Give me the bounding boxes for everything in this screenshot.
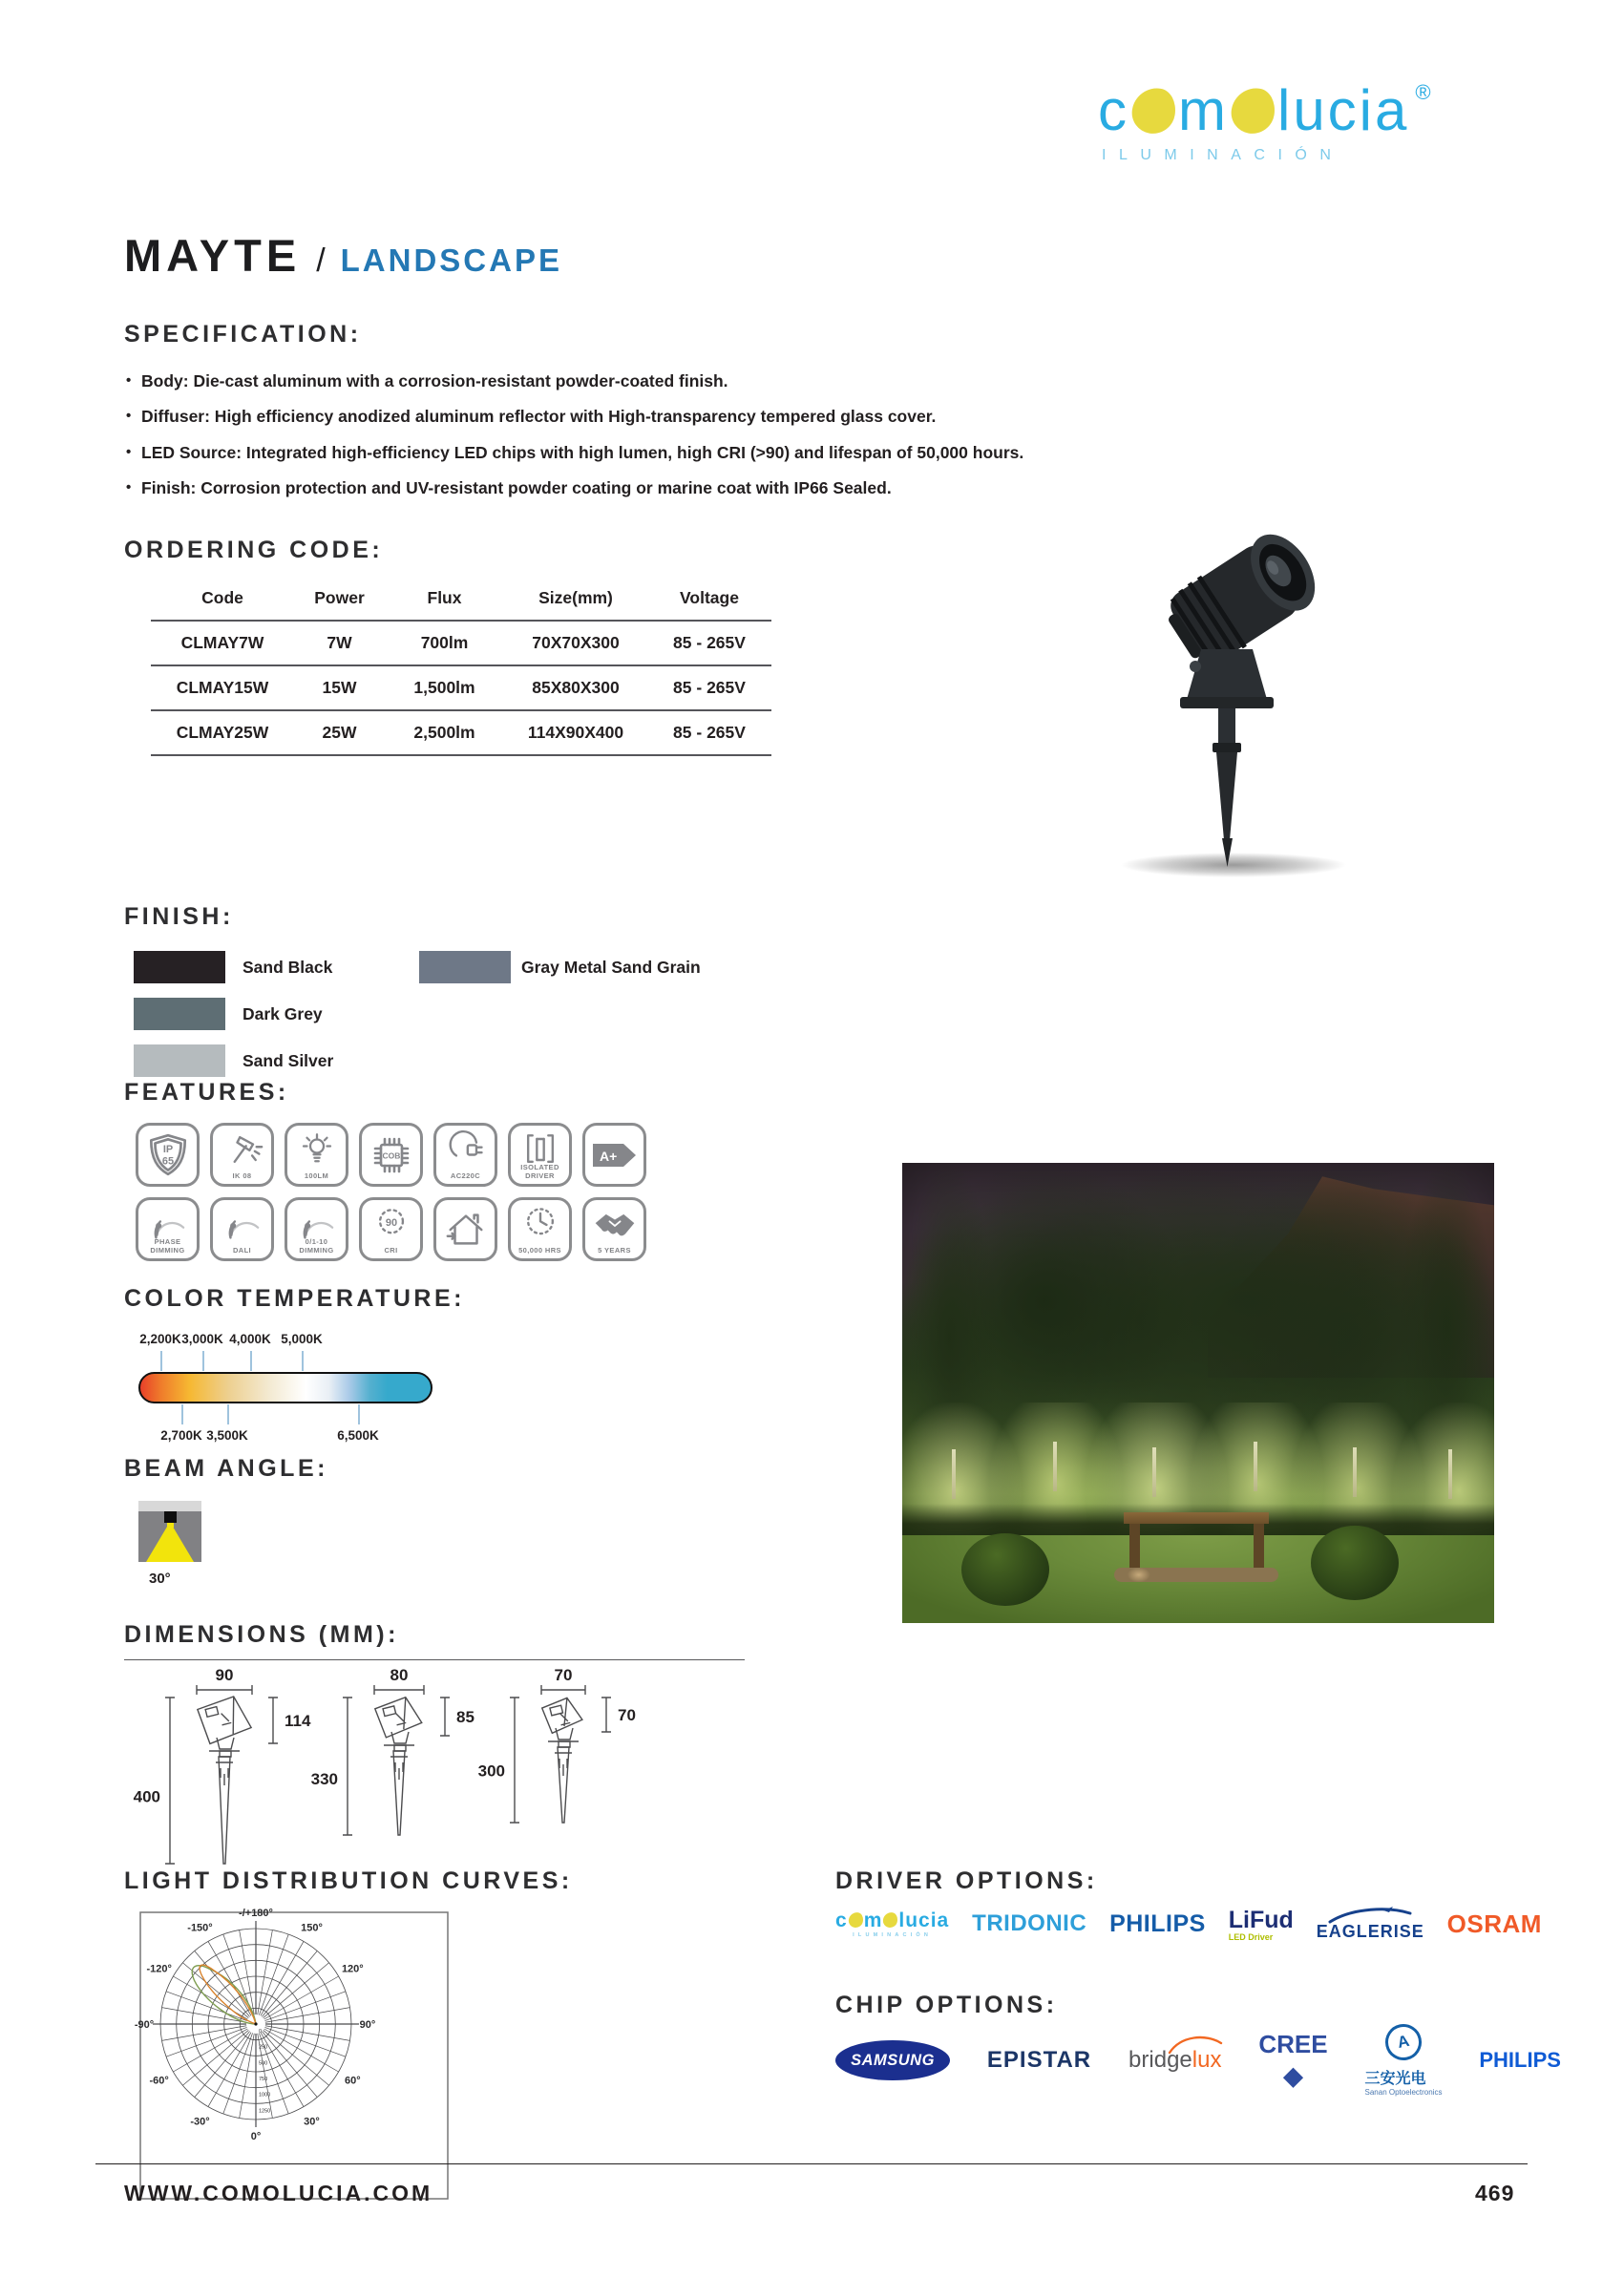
product-title — [124, 229, 562, 282]
ct-tick — [250, 1351, 252, 1371]
svg-text:-/+180°: -/+180° — [239, 1908, 273, 1919]
svg-text:COB: COB — [382, 1150, 400, 1160]
bench — [1124, 1512, 1269, 1524]
svg-text:70: 70 — [554, 1666, 573, 1684]
driver-logo-osram: OSRAM — [1446, 1909, 1542, 1938]
feature-label: ISOLATED DRIVER — [520, 1163, 559, 1180]
logo-pick-icon — [848, 1911, 864, 1929]
beam-angle-value: 30° — [149, 1571, 171, 1587]
ordering-table-head — [151, 580, 771, 621]
spec-bullet: • Body: Die-cast aluminum with a corrosion-resistant powder-coated finish. — [126, 371, 728, 390]
dimensions-heading: DIMENSIONS (MM): — [124, 1621, 399, 1648]
spec-bullet: • Diffuser: High efficiency anodized aluminum reflector with High-transparency tempered glass cover. — [126, 407, 937, 427]
feature-ip-65-icon — [136, 1123, 200, 1187]
finish-swatch-label: Dark Grey — [243, 1004, 323, 1023]
table-cell: 85 - 265V — [647, 710, 771, 755]
table-header-cell: Power — [314, 588, 365, 607]
spec-bullet: • LED Source: Integrated high-efficiency LED chips with high lumen, high CRI (>90) and lifespan of 50,000 hours. — [126, 442, 1024, 462]
table-cell: 7W — [294, 621, 385, 665]
driver-logo-tridonic: TRIDONIC — [972, 1910, 1087, 1936]
svg-text:65: 65 — [161, 1154, 174, 1167]
driver-logo-comolucia: c m lucia ILUMINACIÓN — [835, 1909, 950, 1938]
svg-text:70: 70 — [618, 1706, 636, 1724]
table-header-cell: Flux — [427, 588, 462, 607]
ct-tick — [181, 1404, 183, 1424]
ct-tick — [227, 1404, 229, 1424]
specification-bullet-list — [126, 372, 1157, 515]
svg-text:120°: 120° — [341, 1963, 364, 1975]
landscape-photo — [902, 1163, 1494, 1623]
feature-label: 5 YEARS — [598, 1245, 631, 1255]
color-temperature-heading: COLOR TEMPERATURE: — [124, 1285, 465, 1312]
finish-heading: FINISH: — [124, 903, 234, 930]
ct-gradient-bar — [138, 1372, 432, 1403]
feature-ik-08-icon — [210, 1123, 274, 1187]
svg-text:IP: IP — [162, 1143, 173, 1155]
svg-text:300: 300 — [477, 1761, 505, 1781]
feature-cob-icon — [359, 1123, 423, 1187]
driver-logo-eaglerise: EAGLERISE — [1317, 1906, 1424, 1942]
table-cell: 15W — [294, 665, 385, 710]
svg-text:250: 250 — [259, 2044, 268, 2051]
feature-label: AC220C — [450, 1171, 481, 1180]
svg-text:1000: 1000 — [259, 2092, 271, 2099]
feature-label: CRI — [384, 1245, 398, 1255]
logo-letter-c: c — [1098, 78, 1129, 142]
ct-label: 3,500K — [206, 1428, 248, 1443]
svg-text:90: 90 — [215, 1666, 234, 1684]
logo-tagline: ILUMINACIÓN — [1102, 147, 1344, 163]
dimension-drawing — [478, 1666, 636, 1823]
finish-swatch — [134, 998, 225, 1030]
feature-0-1-10-dimming-icon — [285, 1197, 348, 1261]
table-row — [151, 621, 771, 665]
feature-ac220c-icon — [433, 1123, 497, 1187]
chip-logo-strip — [835, 2024, 1561, 2097]
feature-90-cri-icon — [359, 1197, 423, 1261]
features-heading: FEATURES: — [124, 1079, 289, 1106]
finish-swatch — [134, 1044, 225, 1077]
svg-text:114: 114 — [285, 1712, 311, 1730]
logo-pick-icon — [1229, 85, 1278, 137]
table-cell: CLMAY15W — [151, 665, 294, 710]
feature-phase-dimming-icon — [136, 1197, 200, 1261]
chip-logo-cree: CREE ◆ — [1258, 2030, 1328, 2090]
table-cell: 85 - 265V — [647, 621, 771, 665]
table-cell: 85X80X300 — [504, 665, 647, 710]
beam-cone — [146, 1522, 194, 1562]
svg-text:-30°: -30° — [190, 2116, 210, 2128]
feature-100lm-icon — [285, 1123, 348, 1187]
svg-text:-90°: -90° — [134, 2019, 155, 2031]
logo-pick-icon — [882, 1911, 898, 1929]
driver-logo-strip — [835, 1906, 1542, 1942]
logo-letter-m: m — [1178, 78, 1229, 142]
ct-tick — [202, 1351, 204, 1371]
feature-a--icon — [582, 1123, 646, 1187]
table-cell: CLMAY25W — [151, 710, 294, 755]
feature-house-icon — [433, 1197, 497, 1261]
dimension-drawings — [133, 1666, 764, 1874]
feature-50-000-hrs-icon — [508, 1197, 572, 1261]
svg-text:500: 500 — [259, 2060, 268, 2067]
finish-swatch-label: Sand Silver — [243, 1051, 334, 1070]
dimension-drawing — [134, 1666, 311, 1864]
svg-text:0: 0 — [259, 2029, 263, 2035]
feature-label: 100LM — [304, 1171, 329, 1180]
svg-text:1250: 1250 — [259, 2108, 271, 2115]
ct-label: 2,200K — [139, 1332, 181, 1346]
product-photo — [1088, 504, 1470, 896]
feature-dali-icon — [210, 1197, 274, 1261]
table-header-cell: Code — [201, 588, 243, 607]
spec-bullet: • Finish: Corrosion protection and UV-resistant powder coating or marine coat with IP66 Sealed. — [126, 477, 892, 497]
chip-logo-philips-chip: PHILIPS — [1479, 2048, 1561, 2072]
finish-swatch-label: Sand Black — [243, 958, 333, 977]
ct-label: 6,500K — [337, 1428, 379, 1443]
table-cell: 85 - 265V — [647, 665, 771, 710]
footer-rule — [95, 2163, 1528, 2164]
driver-logo-lifud: LiFud LED Driver — [1228, 1906, 1294, 1942]
driver-logo-philips: PHILIPS — [1109, 1909, 1206, 1937]
chip-logo-epistar: EPISTAR — [986, 2047, 1092, 2073]
ct-label: 2,700K — [160, 1428, 202, 1443]
svg-text:90°: 90° — [359, 2019, 376, 2031]
svg-text:-150°: -150° — [187, 1922, 213, 1934]
chip-options-heading: CHIP OPTIONS: — [835, 1992, 1058, 2018]
chip-logo-sanan: A 三安光电 Sanan Optoelectronics — [1365, 2024, 1443, 2097]
sanan-badge-icon: A — [1381, 2020, 1424, 2063]
table-cell: 70X70X300 — [504, 621, 647, 665]
ct-label: 4,000K — [229, 1332, 271, 1346]
dimensions-rule — [124, 1659, 745, 1660]
specification-heading: SPECIFICATION: — [124, 321, 362, 348]
feature-label: 0/1-10 DIMMING — [299, 1237, 334, 1255]
feature-label: 50,000 HRS — [518, 1245, 561, 1255]
svg-text:-60°: -60° — [149, 2075, 169, 2087]
footer-page-number: 469 — [1475, 2181, 1515, 2205]
title-product-name: MAYTE — [124, 230, 302, 281]
features-grid — [136, 1123, 646, 1261]
brand-logo — [1098, 78, 1434, 164]
svg-text:400: 400 — [133, 1787, 160, 1806]
svg-text:85: 85 — [456, 1708, 475, 1726]
chip-logo-samsung: SAMSUNG — [835, 2040, 950, 2080]
table-row — [151, 665, 771, 710]
distribution-heading: LIGHT DISTRIBUTION CURVES: — [124, 1867, 573, 1894]
feature-isolated-driver-icon — [508, 1123, 572, 1187]
ordering-heading: ORDERING CODE: — [124, 537, 384, 563]
table-row — [151, 710, 771, 755]
table-header-cell: Voltage — [680, 588, 739, 607]
ct-tick — [302, 1351, 304, 1371]
title-category: LANDSCAPE — [340, 243, 562, 278]
table-header-cell: Size(mm) — [538, 588, 613, 607]
table-cell: CLMAY7W — [151, 621, 294, 665]
table-cell: 700lm — [385, 621, 504, 665]
table-cell: 25W — [294, 710, 385, 755]
svg-text:90: 90 — [385, 1216, 397, 1229]
registered-mark-icon: ® — [1415, 80, 1434, 104]
finish-swatch — [134, 951, 225, 983]
ct-label: 5,000K — [281, 1332, 323, 1346]
svg-text:A+: A+ — [599, 1148, 617, 1164]
beam-angle-icon — [138, 1501, 201, 1562]
dimension-drawing — [311, 1666, 475, 1835]
svg-text:60°: 60° — [345, 2075, 361, 2087]
logo-pick-icon — [1129, 85, 1179, 137]
table-cell: 114X90X400 — [504, 710, 647, 755]
svg-text:0°: 0° — [250, 2131, 262, 2142]
logo-letters-lucia: lucia — [1276, 78, 1410, 142]
footer-url: WWW.COMOLUCIA.COM — [124, 2181, 433, 2205]
svg-text:-120°: -120° — [146, 1963, 172, 1975]
ordering-table-body — [151, 621, 771, 755]
feature-label: IK 08 — [232, 1171, 252, 1180]
cree-diamond-icon: ◆ — [1283, 2061, 1303, 2090]
chip-logo-bridgelux: bridgelux — [1128, 2047, 1221, 2074]
finish-swatch — [419, 951, 511, 983]
svg-text:750: 750 — [259, 2077, 268, 2082]
logo-wordmark — [1098, 78, 1434, 142]
driver-options-heading: DRIVER OPTIONS: — [835, 1867, 1098, 1894]
feature-label: DALI — [232, 1245, 252, 1255]
table-cell: 1,500lm — [385, 665, 504, 710]
title-separator: / — [316, 243, 326, 279]
light-distribution-chart — [134, 1908, 449, 2200]
svg-text:80: 80 — [390, 1666, 409, 1684]
ct-tick — [358, 1404, 360, 1424]
ct-label: 3,000K — [181, 1332, 223, 1346]
svg-text:150°: 150° — [301, 1922, 323, 1934]
ordering-table — [151, 580, 771, 756]
ct-tick — [160, 1351, 162, 1371]
svg-text:330: 330 — [310, 1769, 338, 1788]
feature-5-years-icon — [582, 1197, 646, 1261]
feature-label: PHASE DIMMING — [150, 1237, 185, 1255]
table-cell: 2,500lm — [385, 710, 504, 755]
finish-swatch-label: Gray Metal Sand Grain — [521, 958, 701, 977]
beam-angle-heading: BEAM ANGLE: — [124, 1455, 328, 1482]
svg-text:30°: 30° — [304, 2116, 320, 2128]
